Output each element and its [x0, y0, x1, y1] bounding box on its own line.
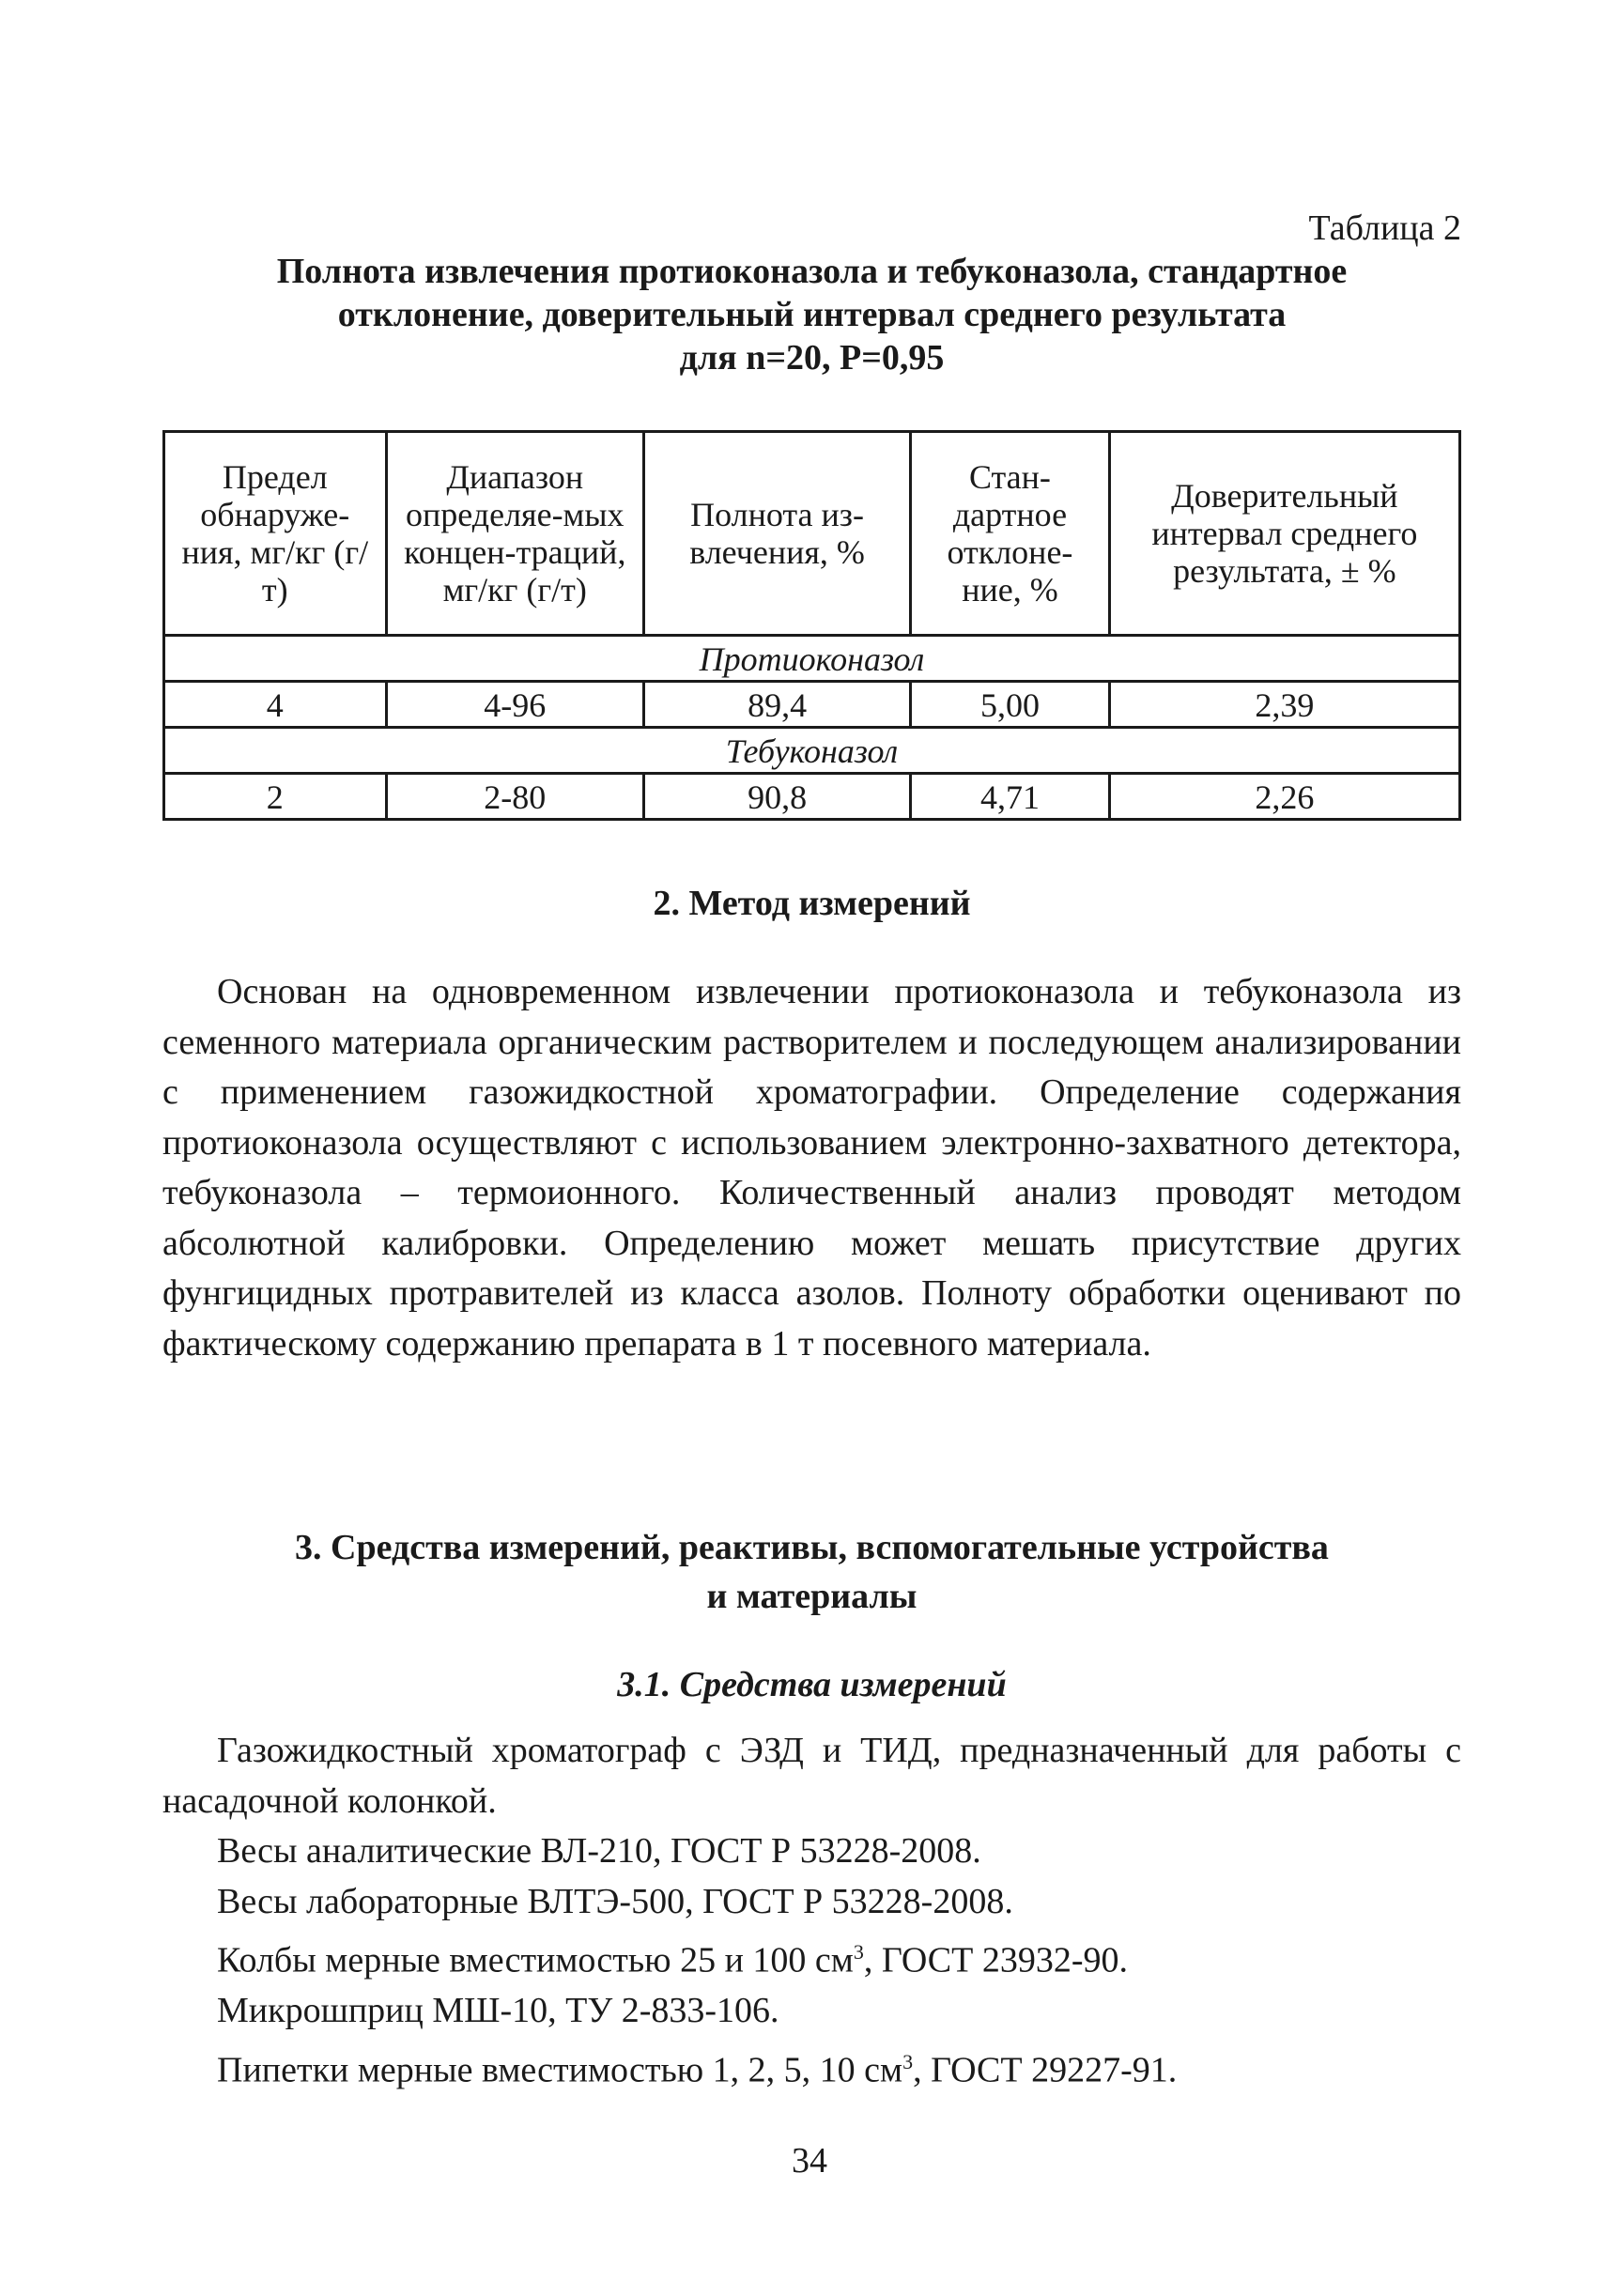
table-title-line: отклонение, доверительный интервал среднего результата [337, 295, 1287, 334]
table-title-line: для n=20, P=0,95 [679, 338, 945, 378]
table-cell: 2,26 [1109, 774, 1459, 820]
list-item: Микрошприц МШ-10, ТУ 2-833-106. [217, 1991, 779, 2031]
section-2 [162, 879, 1461, 1369]
list-item: Весы лабораторные ВЛТЭ-500, ГОСТ Р 53228-2008. [217, 1881, 1013, 1921]
table-cell: 2 [164, 774, 387, 820]
list-item: Газожидкостный хроматограф с ЭЗД и ТИД, предназначенный для работы с насадочной колонкой. [162, 1731, 1461, 1821]
section-2-paragraph: Основан на одновременном извлечении протиоконазола и тебуконазола из семенного материала органическим растворителем и последующем анализировании с применением газожидкостной хроматографии. Определение содержания протиоконазола осуществляют с использованием электронно-захватного детектора, тебуконазола – термоионного. Количественный анализ проводят методом абсолютной калибровки. Определению может мешать присутствие других фунгицидных протравителей из класса азолов. Полноту обработки оценивают по фактическому содержанию препарата в 1 т посевного материала. [162, 972, 1461, 1364]
equipment-list [162, 1726, 1461, 2096]
page-number: 34 [792, 2141, 827, 2180]
list-item [162, 1927, 1461, 1986]
section-3-heading-line: 3. Средства измерений, реактивы, вспомогательные устройства [295, 1528, 1329, 1567]
table-cell: 4-96 [386, 682, 643, 728]
table-cell: 4 [164, 682, 387, 728]
table-cell: 2-80 [386, 774, 643, 820]
flask-sup: 3 [853, 1940, 864, 1964]
table-number: Таблица 2 [1308, 208, 1461, 248]
table-row [164, 682, 1460, 728]
group-name-prothioconazole: Протиоконазол [164, 636, 1460, 682]
table-cell: 90,8 [643, 774, 910, 820]
header-detection-limit: Предел обнаруже-ния, мг/кг (г/т) [164, 432, 387, 636]
header-confidence-interval: Доверительный интервал среднего результата, ± % [1109, 432, 1459, 636]
header-concentration-range: Диапазон определяе-мых концен-траций, мг/кг (г/т) [386, 432, 643, 636]
header-std-deviation: Стан-дартное отклоне-ние, % [911, 432, 1110, 636]
table-cell: 89,4 [643, 682, 910, 728]
pipette-sup: 3 [902, 2049, 914, 2073]
table-header-row [164, 432, 1460, 636]
section-3-heading-line: и материалы [706, 1577, 917, 1616]
table-group-row [164, 728, 1460, 774]
header-recovery: Полнота из-влечения, % [643, 432, 910, 636]
list-item: Весы аналитические ВЛ-210, ГОСТ Р 53228-2008. [217, 1831, 981, 1871]
table-cell: 4,71 [911, 774, 1110, 820]
group-name-tebuconazole: Тебуконазол [164, 728, 1460, 774]
section-2-heading: 2. Метод измерений [653, 884, 971, 923]
flask-text-end: , ГОСТ 23932-90. [863, 1940, 1128, 1980]
pipette-text: Пипетки мерные вместимостью 1, 2, 5, 10 см [217, 2050, 903, 2090]
table-title-line: Полнота извлечения протиоконазола и тебуконазола, стандартное [276, 252, 1348, 291]
table-header-block [162, 207, 1461, 379]
list-item [162, 2037, 1461, 2096]
table-row [164, 774, 1460, 820]
flask-text: Колбы мерные вместимостью 25 и 100 см [217, 1940, 854, 1980]
section-3 [162, 1523, 1461, 2096]
data-table [162, 430, 1461, 821]
table-cell: 5,00 [911, 682, 1110, 728]
pipette-text-end: , ГОСТ 29227-91. [913, 2050, 1178, 2090]
section-3-1-heading: 3.1. Средства измерений [617, 1665, 1007, 1704]
table-group-row [164, 636, 1460, 682]
table-cell: 2,39 [1109, 682, 1459, 728]
